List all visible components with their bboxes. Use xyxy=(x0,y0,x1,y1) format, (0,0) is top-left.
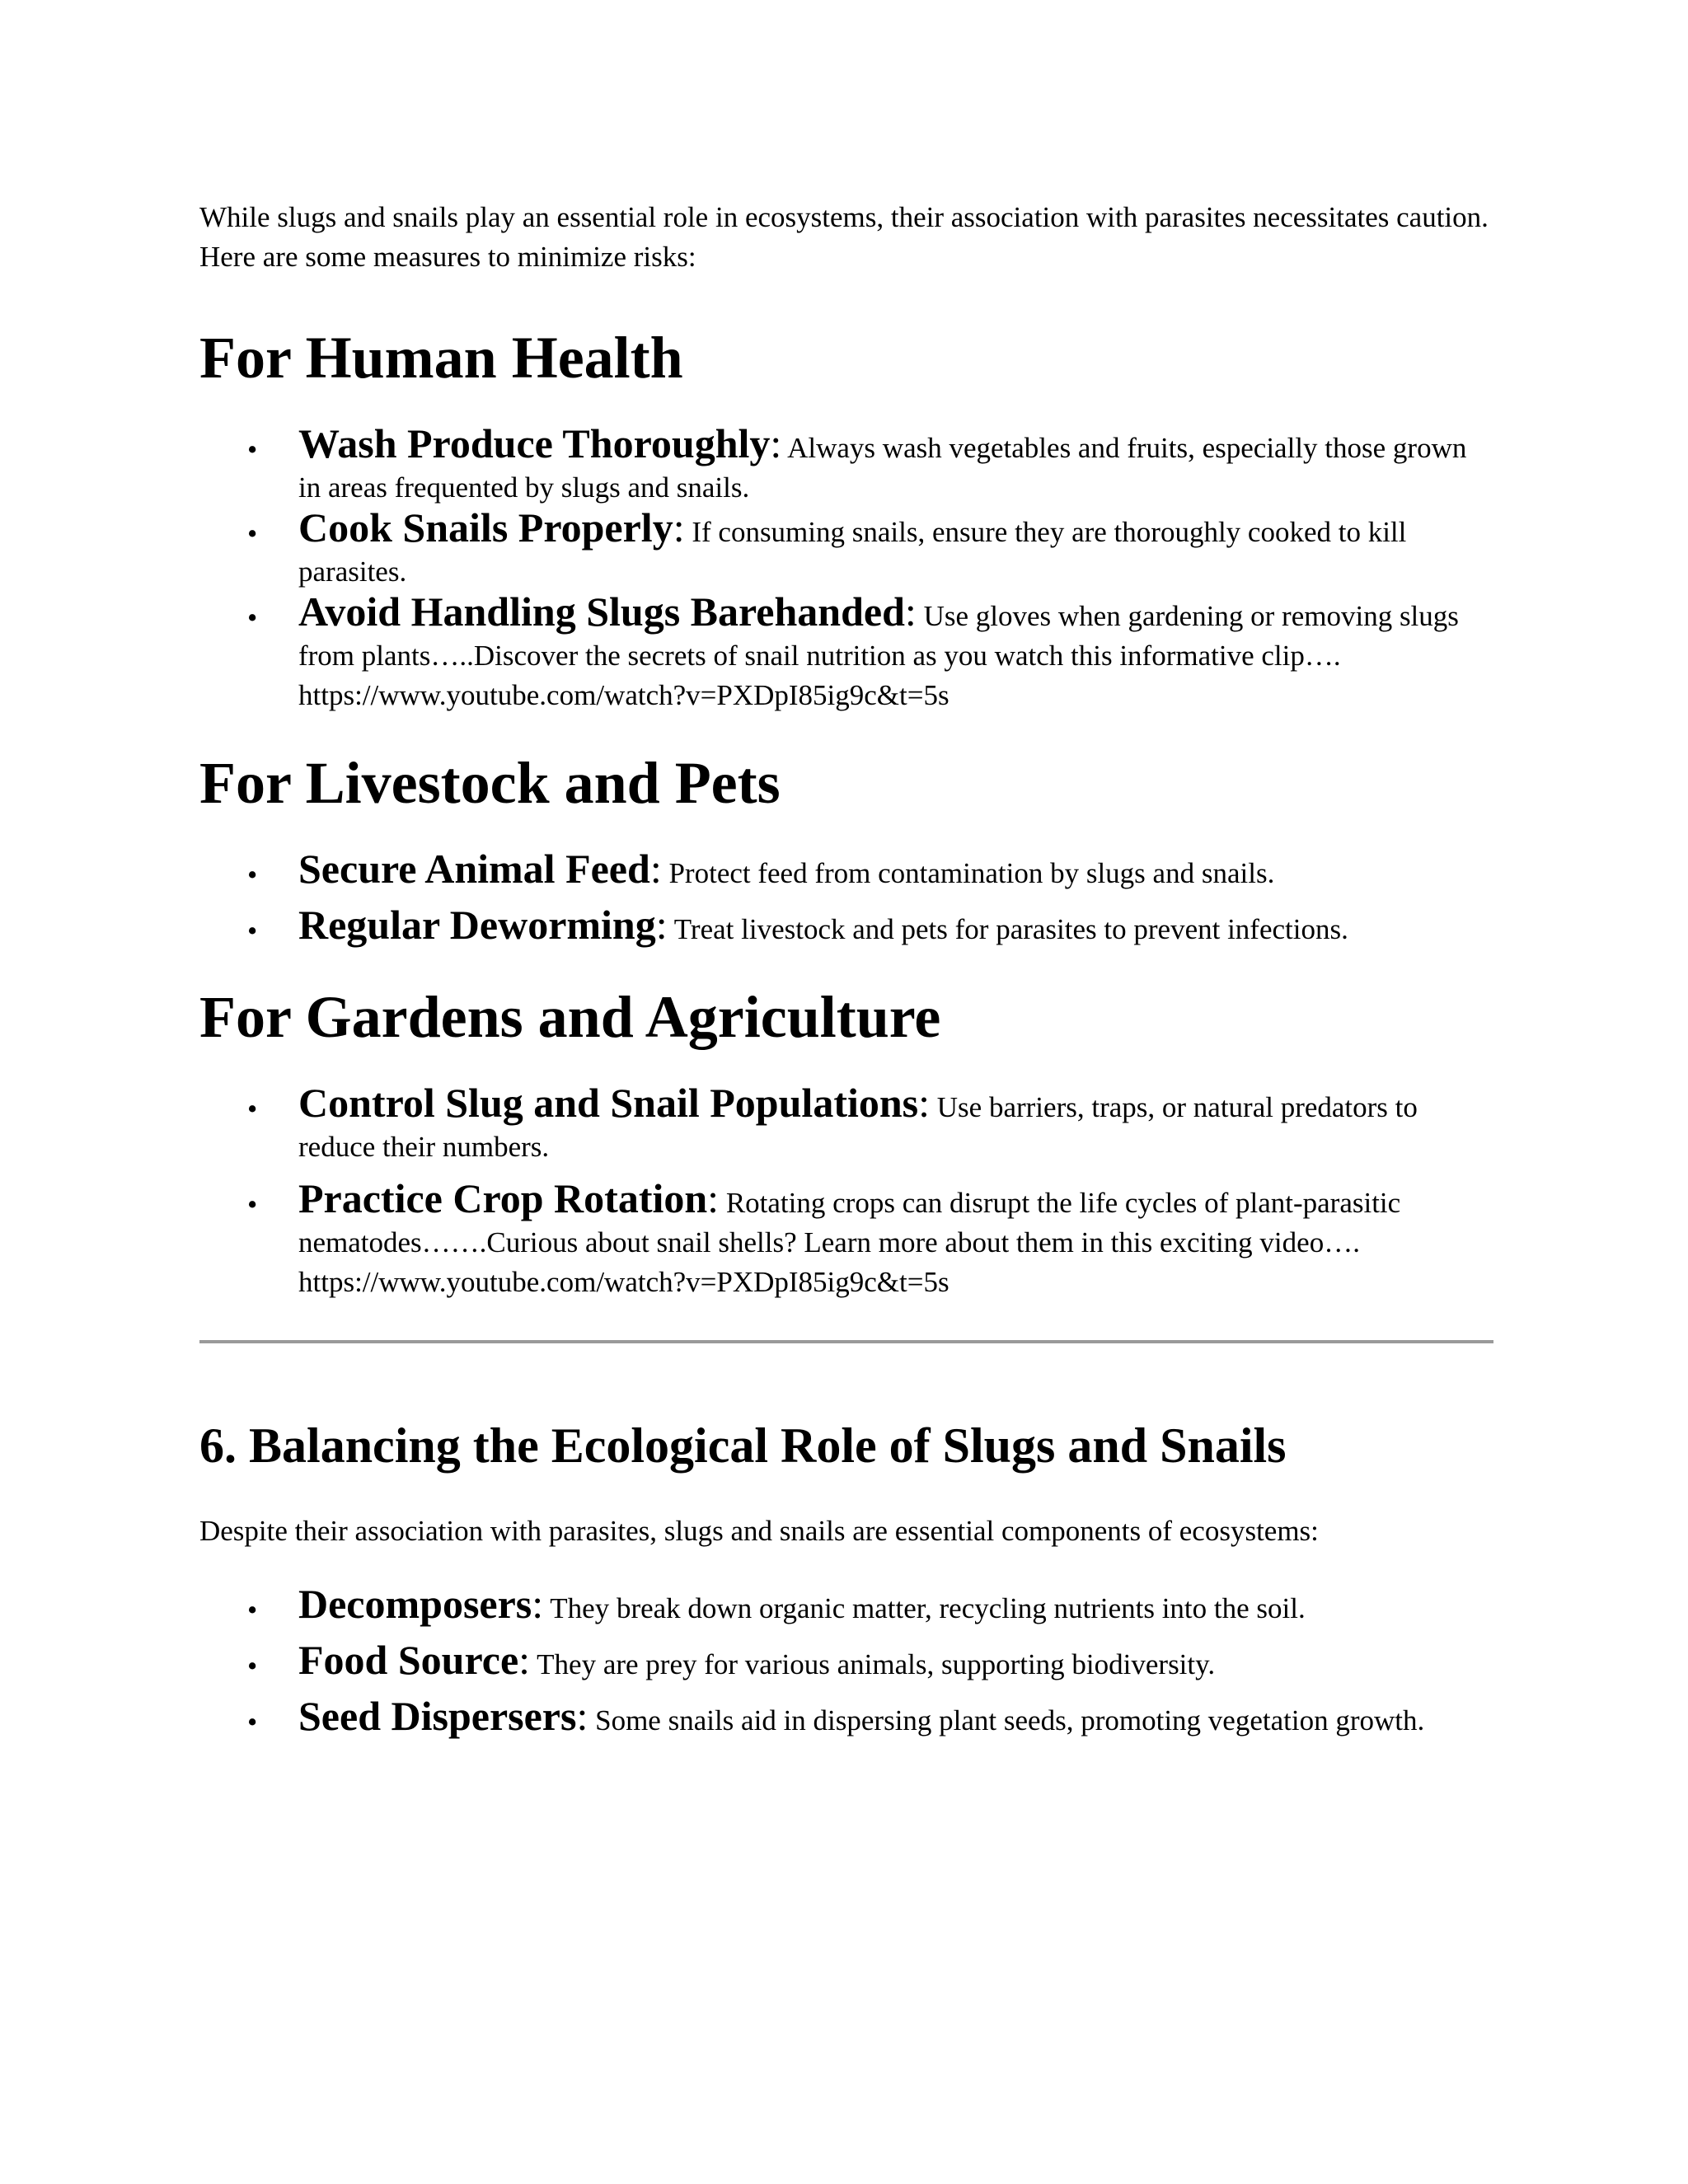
list-item xyxy=(199,1581,1493,1629)
bullet-icon: • xyxy=(247,859,258,891)
item-text: Use barriers, traps, or natural predators to reduce their numbers. xyxy=(298,1091,1418,1163)
list-livestock-pets xyxy=(199,846,1493,949)
item-colon: : xyxy=(904,588,917,635)
list-human-health xyxy=(199,420,1493,715)
item-text: They break down organic matter, recycling nutrients into the soil. xyxy=(543,1592,1306,1624)
list-item xyxy=(199,846,1493,893)
heading-human-health: For Human Health xyxy=(199,325,683,391)
bullet-icon: • xyxy=(247,915,258,947)
item-colon: : xyxy=(576,1693,588,1739)
list-item xyxy=(199,1080,1493,1167)
list-item xyxy=(199,1637,1493,1685)
item-term: Seed Dispersers xyxy=(298,1693,577,1739)
bullet-icon: • xyxy=(247,602,258,634)
item-text: Always wash vegetables and fruits, especially those grown in areas frequented by slugs and snails. xyxy=(298,432,1467,504)
item-term: Avoid Handling Slugs Barehanded xyxy=(298,588,905,635)
bullet-icon: • xyxy=(247,1650,258,1682)
item-term: Practice Crop Rotation xyxy=(298,1175,708,1221)
bullet-icon: • xyxy=(247,1093,258,1125)
item-text: They are prey for various animals, supporting biodiversity. xyxy=(530,1648,1216,1680)
list-item xyxy=(199,1175,1493,1302)
bullet-icon: • xyxy=(247,518,258,550)
section-6-paragraph: Despite their association with parasites, slugs and snails are essential components of ecosystems: xyxy=(199,1515,1319,1547)
horizontal-divider xyxy=(199,1340,1493,1343)
list-item xyxy=(199,588,1493,715)
item-term: Decomposers xyxy=(298,1581,532,1627)
item-term: Food Source xyxy=(298,1637,519,1683)
item-colon: : xyxy=(918,1080,931,1126)
item-text: Treat livestock and pets for parasites to prevent infections. xyxy=(667,913,1348,945)
item-term: Cook Snails Properly xyxy=(298,504,673,551)
list-section-6 xyxy=(199,1581,1493,1741)
bullet-icon: • xyxy=(247,1188,258,1221)
item-text: Some snails aid in dispersing plant seeds, promoting vegetation growth. xyxy=(588,1704,1425,1736)
intro-paragraph: While slugs and snails play an essential role in ecosystems, their association with parasites necessitates caution. Here are some measures to minimize risks: xyxy=(199,201,1489,273)
list-gardens-agriculture xyxy=(199,1080,1493,1302)
heading-livestock-pets: For Livestock and Pets xyxy=(199,750,781,816)
item-text: If consuming snails, ensure they are thoroughly cooked to kill parasites. xyxy=(298,516,1407,588)
heading-gardens-agriculture: For Gardens and Agriculture xyxy=(199,984,941,1050)
list-item xyxy=(199,420,1493,508)
item-colon: : xyxy=(707,1175,720,1221)
item-colon: : xyxy=(673,504,685,551)
item-term: Regular Deworming xyxy=(298,902,656,948)
bullet-icon: • xyxy=(247,1594,258,1626)
item-text: Use gloves when gardening or removing slugs from plants…..Discover the secrets of snail nutrition as you watch this informative clip…. https://www.youtube.com/watch?v=PXDpI85ig9c&t=5s xyxy=(298,600,1459,711)
list-item xyxy=(199,504,1493,592)
item-colon: : xyxy=(518,1637,531,1683)
bullet-icon: • xyxy=(247,1706,258,1738)
list-item xyxy=(199,902,1493,949)
list-item xyxy=(199,1693,1493,1741)
item-text: Protect feed from contamination by slugs and snails. xyxy=(661,857,1275,889)
item-term: Wash Produce Thoroughly xyxy=(298,420,771,466)
item-colon: : xyxy=(532,1581,544,1627)
document-content xyxy=(199,198,1493,1741)
item-term: Control Slug and Snail Populations xyxy=(298,1080,919,1126)
item-colon: : xyxy=(649,846,662,892)
item-colon: : xyxy=(655,902,668,948)
item-colon: : xyxy=(770,420,782,466)
heading-section-6: 6. Balancing the Ecological Role of Slugs and Snails xyxy=(199,1418,1287,1473)
bullet-icon: • xyxy=(247,434,258,466)
item-text: Rotating crops can disrupt the life cycles of plant-parasitic nematodes…….Curious about snail shells? Learn more about them in this exciting video…. https://www.youtube.com/watch?v=PXDpI85ig9c&t=5s xyxy=(298,1187,1401,1298)
item-term: Secure Animal Feed xyxy=(298,846,650,892)
